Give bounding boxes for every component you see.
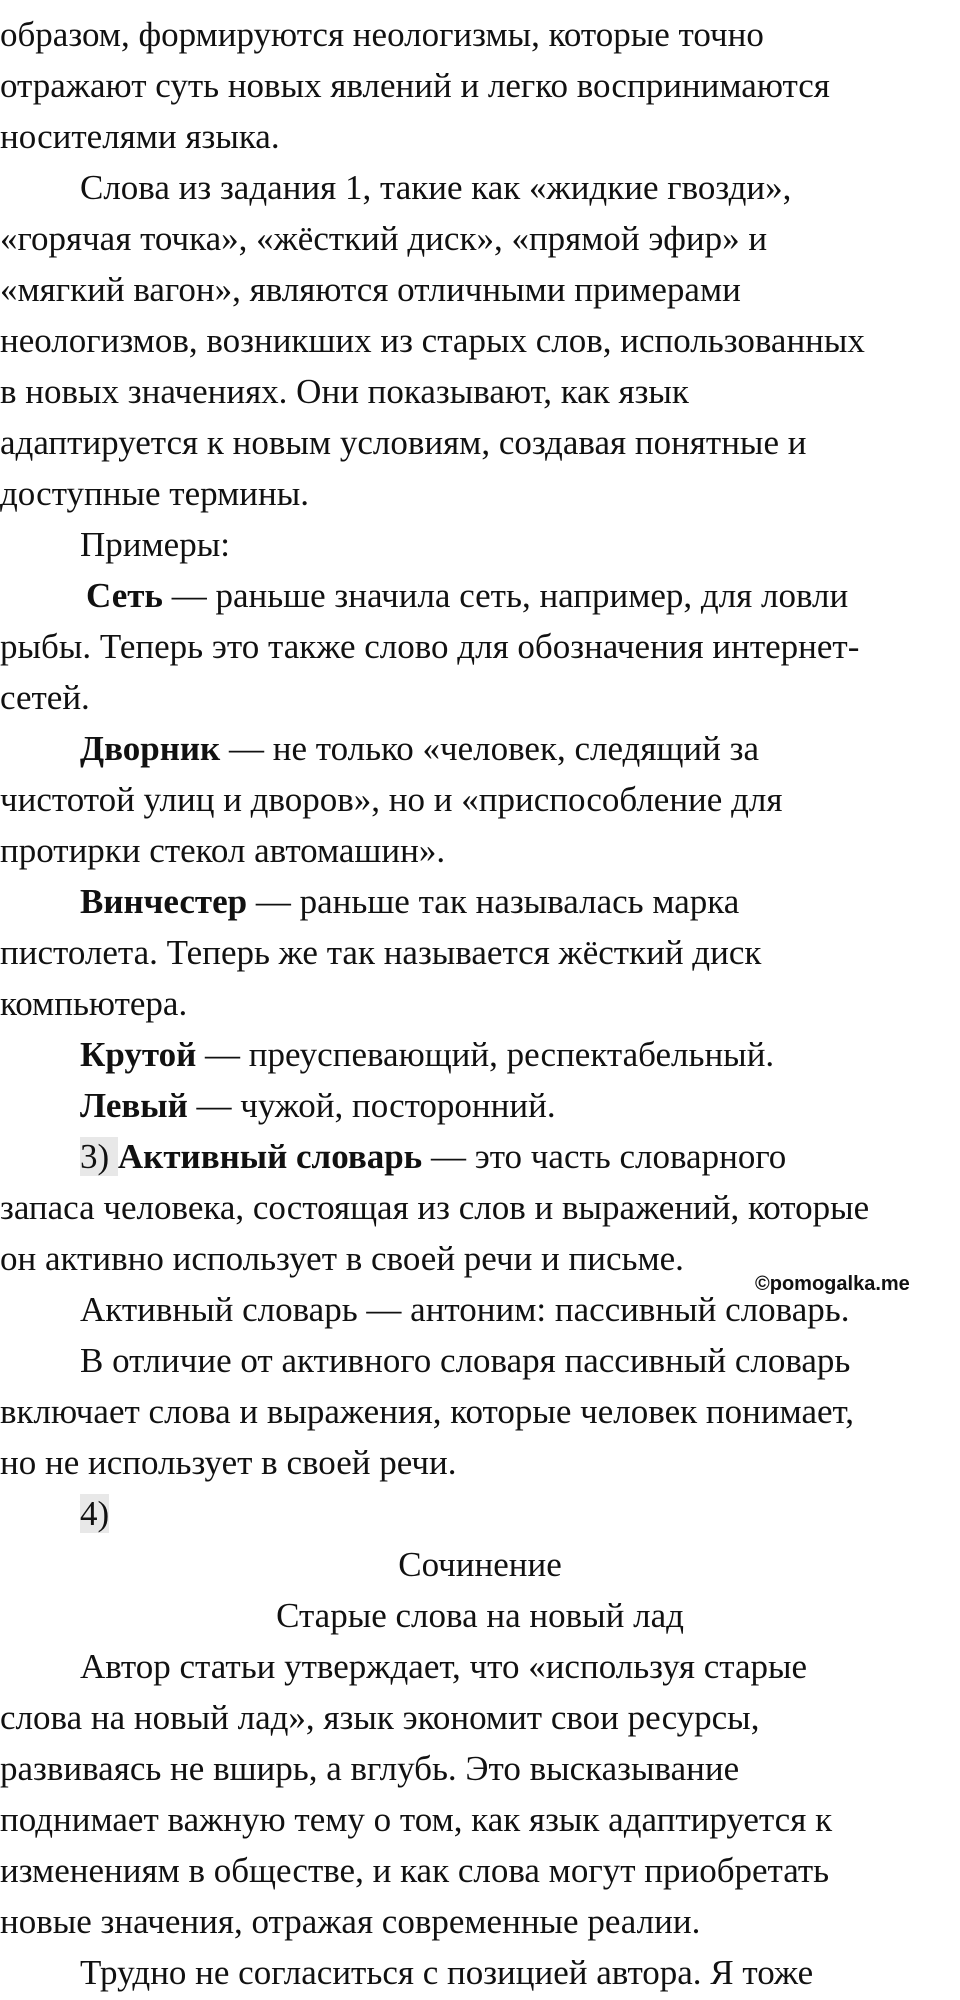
definition-text: — преуспевающий, респектабельный. bbox=[196, 1035, 775, 1074]
text-line: Примеры: bbox=[80, 525, 230, 564]
text-line: доступные термины. bbox=[0, 474, 309, 513]
definition-line bbox=[0, 570, 848, 621]
watermark: ©pomogalka.me bbox=[755, 1273, 910, 1295]
term-leviy: Левый bbox=[80, 1086, 188, 1125]
text-line: «мягкий вагон», являются отличными примерами bbox=[0, 270, 741, 309]
definition-text: — раньше значила сеть, например, для ловли bbox=[162, 576, 849, 615]
text-line: слова на новый лад», язык экономит свои ресурсы, bbox=[0, 1698, 760, 1737]
text-line: запаса человека, состоящая из слов и выражений, которые bbox=[0, 1188, 870, 1227]
text-line: включает слова и выражения, которые человек понимает, bbox=[0, 1392, 854, 1431]
text-line: но не использует в своей речи. bbox=[0, 1443, 457, 1482]
text-line: компьютера. bbox=[0, 984, 188, 1023]
text-line: отражают суть новых явлений и легко воспринимаются bbox=[0, 66, 830, 105]
definition-text: — не только «человек, следящий за bbox=[220, 729, 759, 768]
definition-line bbox=[0, 1131, 786, 1182]
definition-line bbox=[0, 1029, 774, 1080]
essay-heading: Сочинение bbox=[398, 1545, 562, 1584]
text-line: развиваясь не вширь, а вглубь. Это высказывание bbox=[0, 1749, 740, 1788]
definition-text: — раньше так называлась марка bbox=[247, 882, 740, 921]
term-vinchester: Винчестер bbox=[80, 882, 248, 921]
definition-line bbox=[0, 723, 759, 774]
term-active-vocabulary: Активный словарь bbox=[117, 1137, 423, 1176]
text-line: неологизмов, возникших из старых слов, использованных bbox=[0, 321, 865, 360]
text-line: протирки стекол автомашин». bbox=[0, 831, 446, 870]
definition-text: — это часть словарного bbox=[422, 1137, 787, 1176]
term-dvornik: Дворник bbox=[80, 729, 221, 768]
text-line: сетей. bbox=[0, 678, 90, 717]
text-line: В отличие от активного словаря пассивный словарь bbox=[80, 1341, 851, 1380]
item-number-line bbox=[0, 1488, 109, 1539]
text-line: рыбы. Теперь это также слово для обозначения интернет- bbox=[0, 627, 860, 666]
text-line: Автор статьи утверждает, что «используя старые bbox=[80, 1647, 808, 1686]
text-line: изменениям в обществе, и как слова могут приобретать bbox=[0, 1851, 830, 1890]
text-line: адаптируется к новым условиям, создавая понятные и bbox=[0, 423, 807, 462]
text-line: пистолета. Теперь же так называется жёсткий диск bbox=[0, 933, 762, 972]
text-line: новые значения, отражая современные реалии. bbox=[0, 1902, 701, 1941]
text-line: чистотой улиц и дворов», но и «приспособление для bbox=[0, 780, 783, 819]
text-line: носителями языка. bbox=[0, 117, 280, 156]
text-line: поднимает важную тему о том, как язык адаптируется к bbox=[0, 1800, 833, 1839]
definition-line bbox=[0, 1080, 556, 1131]
text-line: Слова из задания 1, такие как «жидкие гвозди», bbox=[80, 168, 792, 207]
text-line: образом, формируются неологизмы, которые точно bbox=[0, 15, 764, 54]
text-line: «горячая точка», «жёсткий диск», «прямой эфир» и bbox=[0, 219, 768, 258]
definition-line bbox=[0, 876, 739, 927]
text-line: Трудно не согласиться с позицией автора. Я тоже bbox=[80, 1953, 814, 1992]
term-krutoy: Крутой bbox=[80, 1035, 197, 1074]
item-number: 4) bbox=[80, 1494, 110, 1533]
text-line: Активный словарь — антоним: пассивный словарь. bbox=[80, 1290, 850, 1329]
essay-title: Старые слова на новый лад bbox=[276, 1596, 684, 1635]
item-number: 3) bbox=[80, 1137, 118, 1176]
term-set: Сеть bbox=[86, 576, 163, 615]
text-line: он активно использует в своей речи и письме. bbox=[0, 1239, 684, 1278]
definition-text: — чужой, посторонний. bbox=[187, 1086, 556, 1125]
text-line: в новых значениях. Они показывают, как язык bbox=[0, 372, 689, 411]
